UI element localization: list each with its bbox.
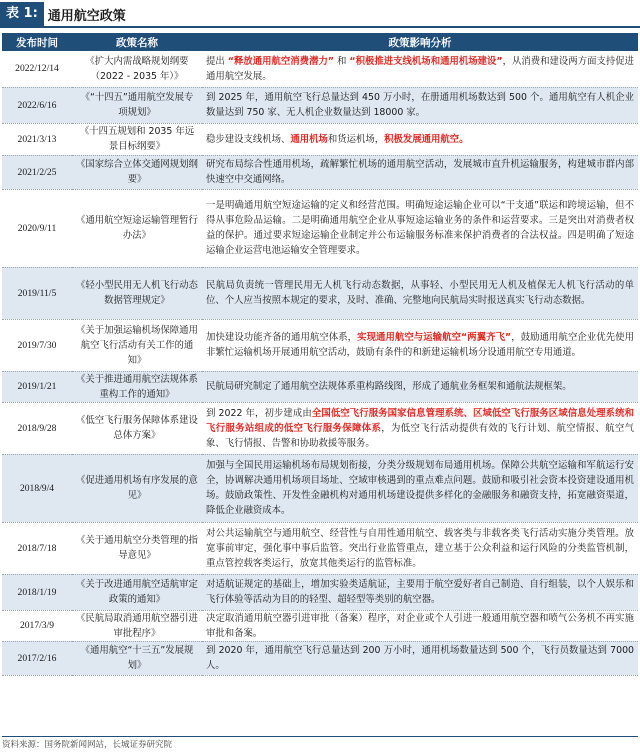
cell-policy-name: 《十四五规划和 2035 年远景目标纲要》	[72, 123, 202, 155]
cell-policy-name: 《关于加强运输机场保障通用航空飞行活动有关工作的通知》	[72, 319, 202, 371]
cell-impact-analysis	[202, 155, 638, 189]
cell-release-date: 2018/1/19	[2, 574, 72, 610]
table-row	[2, 641, 638, 675]
impact-text: 到 2025 年，通用航空飞行总量达到 450 万小时，在册通用机场数达到 500 个。通用航空有人机企业数量达到 750 家、无人机企业数量达到 18000 家。	[206, 92, 634, 118]
table-row	[2, 522, 638, 574]
cell-policy-name: 《关于推进通用航空法规体系重构工作的通知》	[72, 371, 202, 402]
impact-text: ，为低空飞行活动提供有效的飞行计划、航空情报、航空气象、飞行情报、告警和协助救援等服务。	[206, 422, 634, 449]
impact-text: 加快建设功能齐备的通用航空体系，	[206, 332, 358, 343]
impact-text: 对公共运输航空与通用航空、经营性与自用性通用航空、载客类与非载客类飞行活动实施分类管理。放宽事前审定，强化事中事后监管。突出行业监管重点，建立基于公众利益和运行风险的分类监管机制，重点管控载客类运行，放宽其他类运行的监管标准。	[206, 527, 634, 569]
impact-text: 和货运机场，	[327, 133, 385, 145]
cell-policy-name: 《低空飞行服务保障体系建设总体方案》	[72, 402, 202, 454]
cell-release-date: 2022/6/16	[2, 87, 72, 123]
cell-policy-name: 《国家综合立体交通网规划纲要》	[72, 155, 202, 189]
cell-impact-analysis	[202, 267, 638, 319]
cell-policy-name: 《“十四五”通用航空发展专项规划》	[72, 87, 202, 123]
impact-text: 民航局研究制定了通用航空法规体系重构路线图，形成了通航业务框架和通航法规框架。	[206, 381, 572, 392]
cell-impact-analysis	[202, 123, 638, 155]
cell-release-date: 2018/9/4	[2, 454, 72, 522]
header-date: 发布时间	[2, 33, 72, 51]
highlighted-text: “释放通用航空消费潜力”	[227, 55, 335, 67]
cell-policy-name: 《关于通用航空分类管理的指导意见》	[72, 522, 202, 574]
impact-text: 加强与全国民用运输机场布局规划衔接，分类分级规划布局通用机场。保障公共航空运输和军航运行安全，协调解决通用机场项目场址、空域审核遇到的重点难点问题。鼓励和吸引社会资本投资建设通用机场。鼓励政策性、开发性金融机构对通用机场建设提供多样化的金融服务和融资支持，拓宽融资渠道，降低企业融资成本。	[206, 460, 634, 516]
table-row	[2, 155, 638, 189]
header-policy-name: 政策名称	[72, 33, 202, 51]
impact-text: ，鼓励通用航空企业优先使用非繁忙运输机场开展通用航空活动，鼓励有条件的和新建运输机场分设通用航空专用通道。	[206, 332, 634, 358]
cell-impact-analysis	[202, 522, 638, 574]
impact-text: 和	[334, 55, 350, 67]
header-impact: 政策影响分析	[202, 33, 638, 51]
impact-text: 稳步建设支线机场、	[206, 133, 291, 145]
impact-text: 到 2020 年，通用航空飞行总量达到 200 万小时，通用机场数量达到 500 个，飞行员数量达到 7000 人。	[206, 645, 634, 671]
cell-impact-analysis	[202, 402, 638, 454]
table-row	[2, 267, 638, 319]
cell-policy-name: 《关于改进通用航空适航审定政策的通知》	[72, 574, 202, 610]
cell-release-date: 2021/2/25	[2, 155, 72, 189]
table-title: 通用航空政策	[47, 8, 126, 24]
impact-text: 民航局负责统一管理民用无人机飞行动态数据，从事轻、小型民用无人机及植保无人机飞行活动的单位、个人应当按照本规定的要求，及时、准确、完整地向民航局实时报送真实飞行动态数据。	[206, 280, 634, 306]
cell-impact-analysis	[202, 51, 638, 87]
table-header-row	[2, 33, 638, 51]
cell-impact-analysis	[202, 574, 638, 610]
cell-policy-name: 《促进通用机场有序发展的意见》	[72, 454, 202, 522]
source-divider	[2, 736, 638, 737]
cell-release-date: 2019/1/21	[2, 371, 72, 402]
table-row	[2, 319, 638, 371]
table-body	[2, 51, 638, 675]
cell-release-date: 2018/9/28	[2, 402, 72, 454]
cell-impact-analysis	[202, 87, 638, 123]
cell-policy-name: 《通用航空“十三五”发展规划》	[72, 641, 202, 675]
impact-text: 研究布局综合性通用机场，疏解繁忙机场的通用航空活动，发展城市直升机运输服务，构建城市群内部快速空中交通网络。	[206, 159, 634, 185]
cell-impact-analysis	[202, 371, 638, 402]
impact-text: 对适航证规定的基础上，增加实验类适航证，主要用于航空爱好者自己制造、自行组装，以个人娱乐和飞行体验等活动为目的的轻型、超轻型等类别的航空器。	[206, 579, 634, 605]
table-row	[2, 189, 638, 267]
table-number-tag: 表 1:	[0, 2, 44, 26]
cell-impact-analysis	[202, 319, 638, 371]
cell-policy-name: 《扩大内需战略规划纲要（2022 - 2035 年）》	[72, 51, 202, 87]
cell-release-date: 2018/7/18	[2, 522, 72, 574]
cell-release-date: 2021/3/13	[2, 123, 72, 155]
title-underline	[0, 26, 640, 28]
impact-text: 到 2022 年，初步建成由	[206, 407, 312, 419]
highlighted-text: 通用机场	[290, 133, 328, 145]
cell-impact-analysis	[202, 610, 638, 641]
impact-text: ，从消费和建设两方面支持促进通用航空发展。	[206, 55, 635, 82]
table-row	[2, 87, 638, 123]
cell-policy-name: 《民航局取消通用航空器引进审批程序》	[72, 610, 202, 641]
impact-text: 提出	[206, 55, 228, 67]
table-row	[2, 402, 638, 454]
cell-impact-analysis	[202, 454, 638, 522]
impact-text: 一是明确通用航空短途运输的定义和经营范围。明确短途运输企业可以“干支通”联运和跨境运输，但不得从事危险品运输。二是明确通用航空企业从事短途运输业务的条件和运营要求。三是突出对消费者权益的保护。通过要求短途运输企业制定并公布运输服务标准来保护消费者的合法权益。四是明确了短途运输企业运营电池运输安全管理要求。	[206, 200, 634, 256]
cell-impact-analysis	[202, 641, 638, 675]
cell-release-date: 2022/12/14	[2, 51, 72, 87]
cell-policy-name: 《通用航空短途运输管理暂行办法》	[72, 189, 202, 267]
highlighted-text: 实现通用航空与运输航空“两翼齐飞”	[357, 332, 512, 343]
highlighted-text: “积极推进支线机场和通用机场建设”	[349, 55, 503, 67]
source-note: 资料来源：国务院新闻网站，长城证券研究院	[2, 740, 173, 750]
table-row	[2, 454, 638, 522]
cell-impact-analysis	[202, 189, 638, 267]
policy-table	[2, 33, 638, 676]
table-row	[2, 371, 638, 402]
cell-policy-name: 《轻小型民用无人机飞行动态数据管理规定》	[72, 267, 202, 319]
cell-release-date: 2017/3/9	[2, 610, 72, 641]
table-row	[2, 574, 638, 610]
impact-text: 决定取消通用航空器引进审批（备案）程序，对企业或个人引进一般通用航空器和喷气公务机不再实施审批和备案。	[206, 612, 634, 639]
table-row	[2, 123, 638, 155]
cell-release-date: 2019/11/5	[2, 267, 72, 319]
table-title-bar	[0, 0, 640, 28]
table-row	[2, 610, 638, 641]
cell-release-date: 2020/9/11	[2, 189, 72, 267]
cell-release-date: 2017/2/16	[2, 641, 72, 675]
cell-release-date: 2019/7/30	[2, 319, 72, 371]
highlighted-text: 积极发展通用航空。	[384, 133, 469, 145]
table-row	[2, 51, 638, 87]
highlighted-text: 全国低空飞行服务国家信息管理系统、区域低空飞行服务区域信息处理系统和飞行服务站组成的低空飞行服务保障体系	[206, 407, 634, 434]
